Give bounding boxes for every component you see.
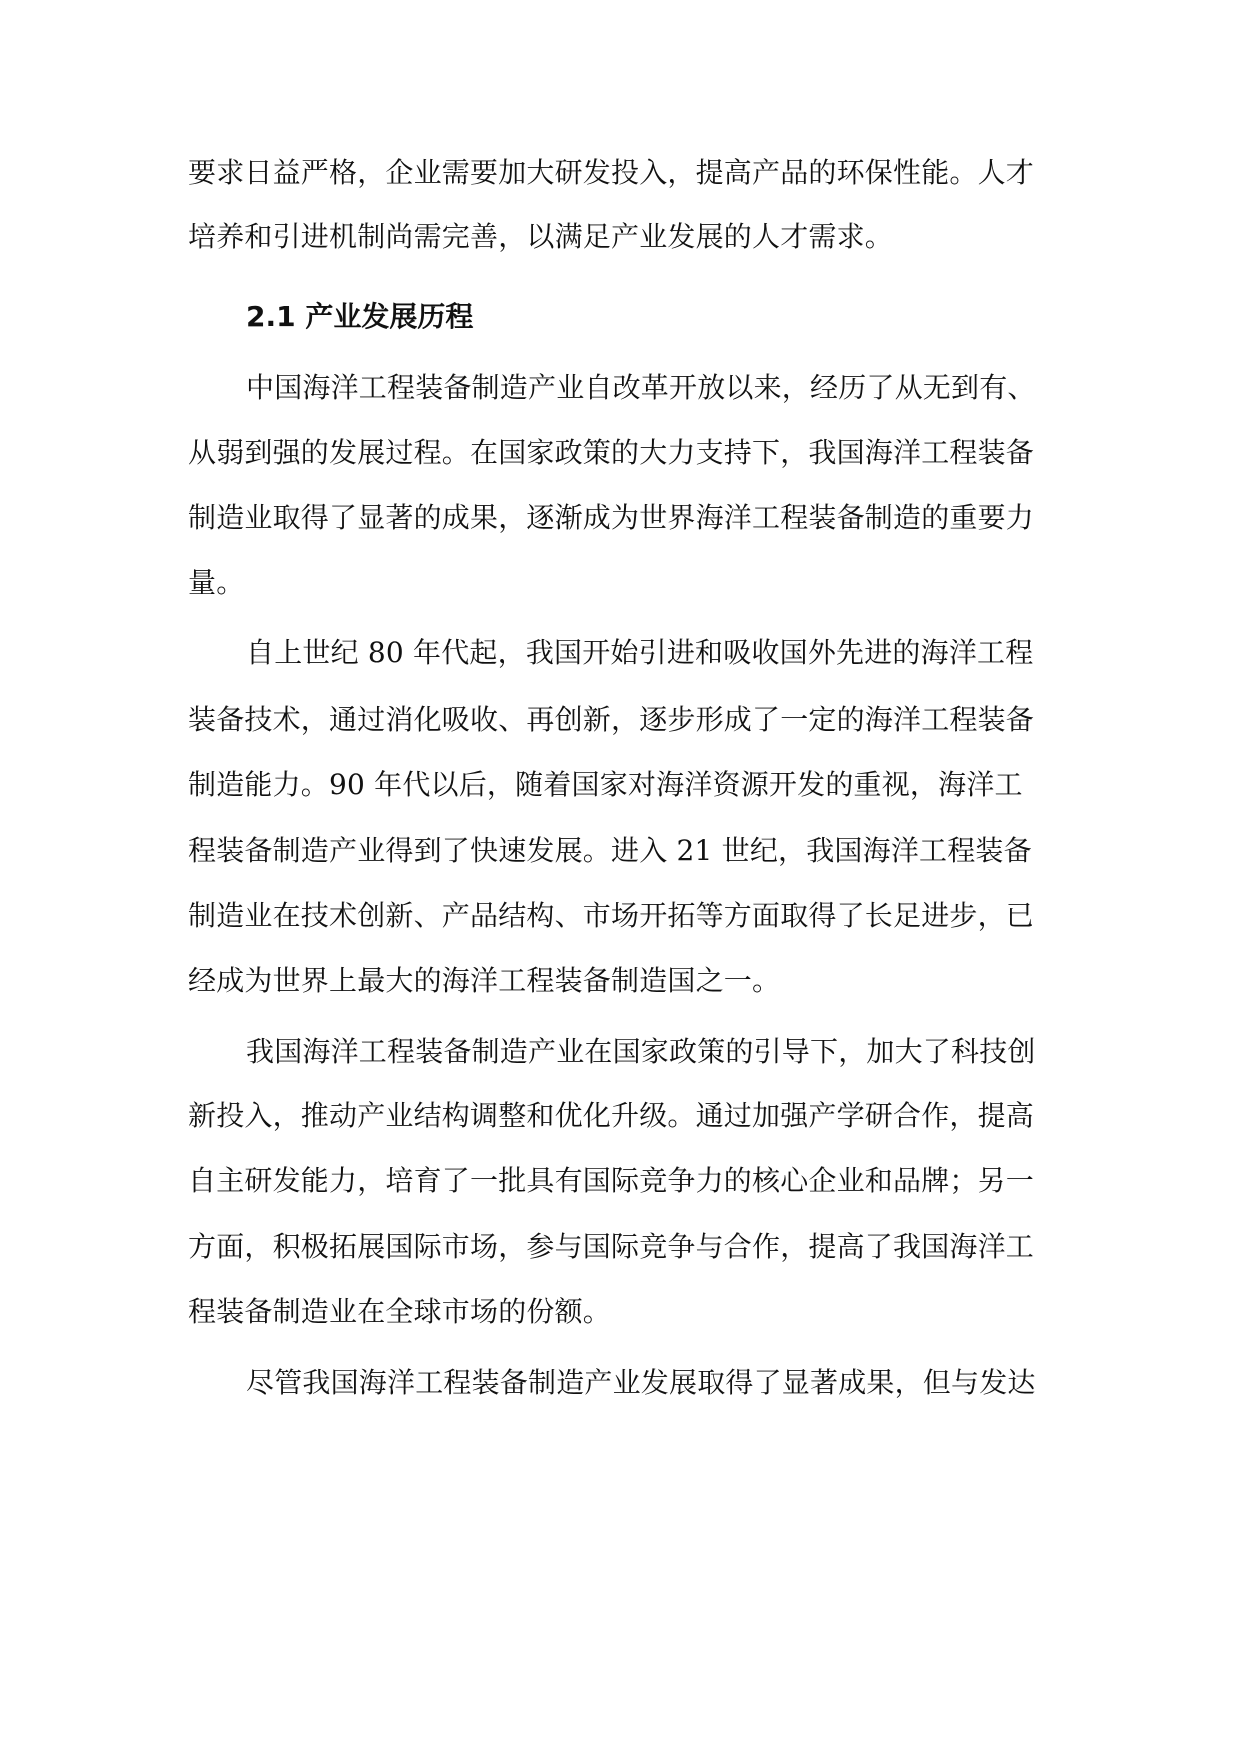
- text-line-5: 制造业取得了显著的成果，逐渐成为世界海洋工程装备制造的重要力: [188, 501, 1035, 534]
- text-line-9: 制造能力。90 年代以后，随着国家对海洋资源开发的重视，海洋工: [188, 768, 1023, 801]
- text-line-13: 我国海洋工程装备制造产业在国家政策的引导下，加大了科技创: [246, 1035, 1036, 1068]
- text-line-4: 从弱到强的发展过程。在国家政策的大力支持下，我国海洋工程装备: [188, 436, 1035, 469]
- text-line-3: 中国海洋工程装备制造产业自改革开放以来，经历了从无到有、: [246, 371, 1036, 404]
- section-heading: 2.1 产业发展历程: [246, 300, 474, 333]
- text-line-2: 培养和引进机制尚需完善，以满足产业发展的人才需求。: [188, 220, 894, 253]
- text-line-16: 方面，积极拓展国际市场，参与国际竞争与合作，提高了我国海洋工: [188, 1230, 1035, 1263]
- text-line-15: 自主研发能力，培育了一批具有国际竞争力的核心企业和品牌；另一: [188, 1164, 1035, 1197]
- text-line-11: 制造业在技术创新、产品结构、市场开拓等方面取得了长足进步，已: [188, 899, 1035, 932]
- text-line-6: 量。: [188, 566, 245, 599]
- text-line-18: 尽管我国海洋工程装备制造产业发展取得了显著成果，但与发达: [246, 1366, 1036, 1399]
- text-line-14: 新投入，推动产业结构调整和优化升级。通过加强产学研合作，提高: [188, 1099, 1035, 1132]
- text-line-8: 装备技术，通过消化吸收、再创新，逐步形成了一定的海洋工程装备: [188, 703, 1035, 736]
- text-line-10: 程装备制造产业得到了快速发展。进入 21 世纪，我国海洋工程装备: [188, 834, 1032, 867]
- text-line-12: 经成为世界上最大的海洋工程装备制造国之一。: [188, 964, 781, 997]
- text-line-1: 要求日益严格，企业需要加大研发投入，提高产品的环保性能。人才: [188, 156, 1035, 189]
- text-line-7: 自上世纪 80 年代起，我国开始引进和吸收国外先进的海洋工程: [246, 636, 1034, 669]
- text-line-17: 程装备制造业在全球市场的份额。: [188, 1295, 612, 1328]
